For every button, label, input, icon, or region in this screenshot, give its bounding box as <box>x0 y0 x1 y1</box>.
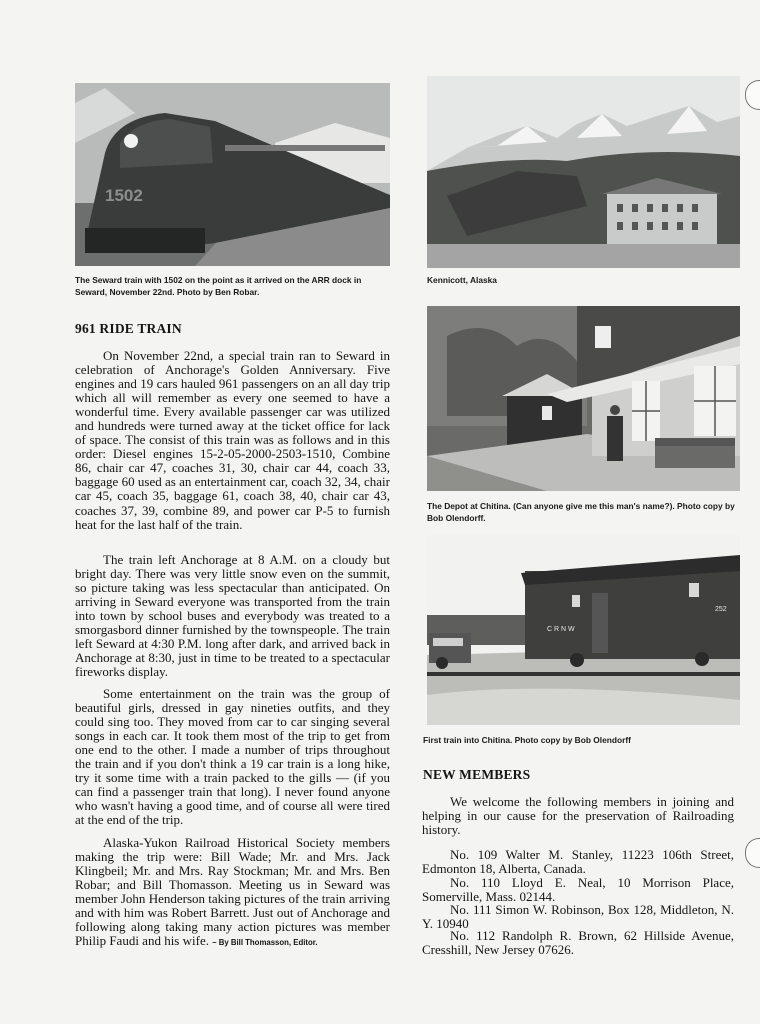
seward-train-photo <box>75 83 390 266</box>
car-lettering: C R N W <box>547 626 575 633</box>
first-train-photo <box>427 535 740 725</box>
binder-hole <box>745 80 760 110</box>
binder-hole <box>745 838 760 868</box>
kennicott-caption: Kennicott, Alaska <box>427 275 497 285</box>
member-entry: No. 112 Randolph R. Brown, 62 Hillside Avenue, Cresshill, New Jersey 07626. <box>422 928 734 958</box>
seward-train-caption: The Seward train with 1502 on the point as it arrived on the ARR dock in Seward, November 22nd. Photo by Ben Robar. <box>75 275 362 297</box>
article-paragraph: On November 22nd, a special train ran to Seward in celebration of Anchorage's Golden Anniversary. Five engines and 19 cars hauled 961 passengers on an all day trip which all will remember as every one seemed to have a wonderful time. Every available passenger car was utilized and hundreds were turned away at the ticket office for lack of space. The consist of this train was as follows and in this order: Diesel engines 15-2-05-2000-2503-1510, Combine 86, chair car 47, coaches 31, 30, chair car 44, coach 33, baggage 60 used as an entertainment car, coach 32, 34, chair car 45, coach 35, baggage 61, coach 38, 40, chair car 43, coaches 37, 39, combine 89, and power car P-5 to furnish heat for the last half of the train. <box>75 348 390 532</box>
article-paragraph: Some entertainment on the train was the group of beautiful girls, dressed in gay nineties outfits, and they could sing too. They moved from car to car singing several songs in each car. It took them most of the trip to get from one end to the other. I made a number of trips throughout the train and if you don't think a 19 car train is a long hike, try it some time with a train packed to the gills — (if you can find a passenger train that long). I never found anyone who wasn't having a good time, and of course all were tired at the end of the trip. <box>75 686 390 828</box>
chitina-depot-caption: The Depot at Chitina. (Can anyone give me this man's name?). Photo copy by Bob Olendorff. <box>427 501 735 523</box>
article-title: 961 RIDE TRAIN <box>75 321 182 336</box>
article-paragraph-text: Alaska-Yukon Railroad Historical Society members making the trip were: Bill Wade; Mr. and Mrs. Jack Klingbeil; Mr. and Mrs. Ray Stockman; Mr. and Mrs. Ben Robar; and Bill Thomasson. Meeting us in Seward was member John Henderson taking pictures of the train arriving and with him was Robert Barrett. Just out of Anchorage and following along taking many action pictures was member Philip Faudi and his wife. <box>75 835 390 949</box>
engine-number: 1502 <box>105 186 143 205</box>
article-paragraph <box>75 836 390 950</box>
article-paragraph: The train left Anchorage at 8 A.M. on a cloudy but bright day. There was very little snow even on the summit, so picture taking was less spectacular than anticipated. On arriving in Seward everyone was transported from the train into town by school buses and everybody was treated to a smorgasbord dinner furnished by the townspeople. The train left Seward at 4:30 P.M. long after dark, and arrived back in Anchorage at 8:30, just in time to be treated to a spectacular fireworks display. <box>75 552 390 680</box>
new-members-intro: We welcome the following members in joining and helping in our cause for the preservation of Railroading history. <box>422 794 734 838</box>
article-byline: – By Bill Thomasson, Editor. <box>212 938 318 948</box>
member-entry: No. 110 Lloyd E. Neal, 10 Morrison Place, Somerville, Mass. 02144. <box>422 875 734 905</box>
member-entry: No. 111 Simon W. Robinson, Box 128, Middleton, N. Y. 10940 <box>422 902 734 932</box>
chitina-depot-photo <box>427 306 740 491</box>
kennicott-photo <box>427 76 740 268</box>
first-train-caption: First train into Chitina. Photo copy by Bob Olendorff <box>423 735 631 745</box>
car-number: 252 <box>715 606 727 613</box>
member-entry: No. 109 Walter M. Stanley, 11223 106th Street, Edmonton 18, Alberta, Canada. <box>422 847 734 877</box>
new-members-title: NEW MEMBERS <box>423 767 531 782</box>
